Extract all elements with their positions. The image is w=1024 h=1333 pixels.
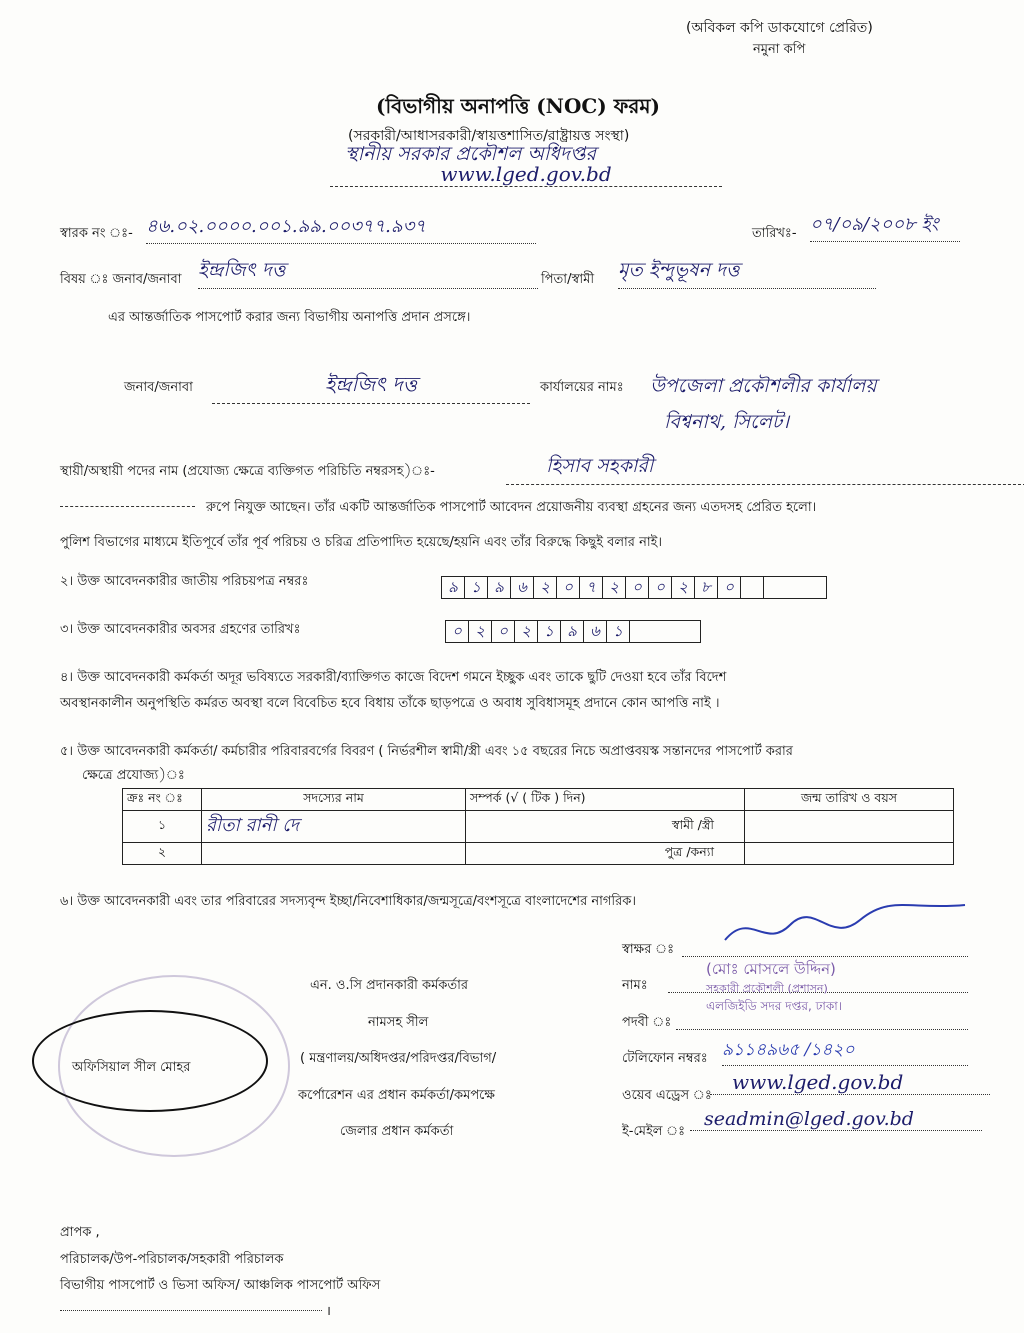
row-relation: পুত্র /কন্যা bbox=[466, 843, 745, 865]
nid-digit: ০ bbox=[557, 577, 580, 598]
post-value: হিসাব সহকারী bbox=[506, 452, 1024, 485]
nid-digit: ৬ bbox=[511, 577, 534, 598]
nid-digit: ৮ bbox=[695, 577, 718, 598]
nid-boxes bbox=[441, 576, 827, 599]
nid-digit: ০ bbox=[626, 577, 649, 598]
name-label: নামঃ bbox=[622, 978, 648, 993]
row-relation: স্বামী /স্ত্রী bbox=[466, 811, 745, 843]
seal-label: অফিসিয়াল সীল মোহর bbox=[72, 1060, 191, 1075]
form-title: (বিভাগীয় অনাপত্তি (NOC) ফরম) bbox=[376, 94, 660, 118]
designation-stamp-line1: সহকারী প্রকৌশলী (প্রশাসন) bbox=[706, 982, 828, 995]
row-sl: ১ bbox=[123, 811, 202, 843]
recipient-line3: বিভাগীয় পাসপোর্ট ও ভিসা অফিস/ আঞ্চলিক পাসপোর্ট অফিস bbox=[60, 1278, 381, 1293]
retirement-digit: ০ bbox=[492, 621, 515, 642]
email-value: seadmin@lged.gov.bd bbox=[690, 1108, 982, 1131]
father-label: পিতা/স্বামী bbox=[541, 272, 595, 287]
recipient-line2: পরিচালক/উপ-পরিচালক/সহকারী পরিচালক bbox=[60, 1252, 284, 1267]
nid-digit: ২ bbox=[534, 577, 557, 598]
subject-purpose: এর আন্তর্জাতিক পাসপোর্ট করার জন্য বিভাগীয় অনাপত্তি প্রদান প্রসঙ্গে। bbox=[108, 310, 471, 325]
phone-value: ৯১১৪৯৬৫ /১৪২০ bbox=[722, 1037, 968, 1066]
noc-officer-line2: নামসহ সীল bbox=[368, 1015, 429, 1030]
table-row bbox=[123, 843, 954, 865]
retirement-digit: ০ bbox=[446, 621, 469, 642]
family-table bbox=[122, 788, 954, 865]
org-name-handwritten: স্থানীয় সরকার প্রকৌশল অধিদপ্তর bbox=[345, 143, 596, 165]
nid-digit: ১ bbox=[465, 577, 488, 598]
header-dob: জন্ম তারিখ ও বয়স bbox=[745, 789, 954, 811]
subject-label: বিষয় ঃ জনাব/জনাবা bbox=[60, 272, 182, 287]
retirement-digit: ১ bbox=[538, 621, 561, 642]
sign-label: স্বাক্ষর ঃ bbox=[622, 942, 675, 957]
row-name: রীতা রানী দে bbox=[202, 811, 466, 843]
nid-digit: ০ bbox=[649, 577, 672, 598]
nid-digit: ০ bbox=[718, 577, 741, 598]
noc-officer-line5: জেলার প্রধান কর্মকর্তা bbox=[340, 1124, 454, 1139]
item4-line1: ৪। উক্ত আবেদনকারী কর্মকর্তা অদূর ভবিষ্যতে সরকারী/ব্যাক্তিগত কাজে বিদেশ গমনে ইচ্ছুক এবং তাকে ছুটি দেওয়া হবে তাঁর বিদেশ bbox=[60, 670, 727, 685]
office-line2: বিশ্বনাথ, সিলেট। bbox=[664, 411, 790, 433]
website-handwritten: www.lged.gov.bd bbox=[330, 162, 722, 187]
copy-note-line1: (অবিকল কপি ডাকযোগে প্রেরিত) bbox=[686, 20, 873, 36]
header-name: সদস্যের নাম bbox=[202, 789, 466, 811]
nid-digit: ৯ bbox=[488, 577, 511, 598]
post-label: স্থায়ী/অস্থায়ী পদের নাম (প্রযোজ্য ক্ষেত্রে ব্যক্তিগত পরিচিতি নম্বরসহ)ঃ- bbox=[60, 464, 435, 479]
recipient-line4: । bbox=[326, 1304, 331, 1319]
nid-digit bbox=[741, 577, 764, 598]
header-relation: সম্পর্ক (√ ( টিক ) দিন) bbox=[466, 789, 745, 811]
email-label: ই-মেইল ঃ bbox=[622, 1124, 686, 1139]
nid-label: ২। উক্ত আবেদনকারীর জাতীয় পরিচয়পত্র নম্বরঃ bbox=[60, 574, 309, 589]
retirement-digit: ২ bbox=[515, 621, 538, 642]
designation-label: পদবী ঃ bbox=[622, 1015, 672, 1030]
memo-number: ৪৬.০২.০০০০.০০১.৯৯.০০৩৭৭.৯৩৭ bbox=[146, 212, 536, 244]
nid-digit: ২ bbox=[603, 577, 626, 598]
nid-digit: ২ bbox=[672, 577, 695, 598]
table-header-row bbox=[123, 789, 954, 811]
retirement-digit: ১ bbox=[607, 621, 630, 642]
office-label: কার্যালয়ের নামঃ bbox=[540, 380, 624, 395]
item6: ৬। উক্ত আবেদনকারী এবং তার পরিবারের সদস্যবৃন্দ ইচ্ছা/নিবেশাধিকার/জন্মসূত্রে/বংশসূত্রে বাংলাদেশের নাগরিক। bbox=[60, 894, 637, 909]
retirement-digit-empty bbox=[630, 621, 700, 642]
nid-digit bbox=[764, 577, 826, 598]
recipient-line1: প্রাপক , bbox=[60, 1225, 100, 1240]
name-stamp: (মোঃ মোসলে উদ্দিন) bbox=[706, 960, 836, 978]
post-continuation-line bbox=[60, 498, 195, 507]
header-sl: ক্রঃ নং ঃ bbox=[123, 789, 202, 811]
retirement-label: ৩। উক্ত আবেদনকারীর অবসর গ্রহণের তারিখঃ bbox=[60, 622, 301, 637]
retirement-digit: ৯ bbox=[561, 621, 584, 642]
web-label: ওয়েব এড্রেস ঃ bbox=[622, 1088, 712, 1103]
nid-digit: ৭ bbox=[580, 577, 603, 598]
copy-note-line2: নমুনা কপি bbox=[753, 42, 806, 57]
item4-line2: অবস্থানকালীন অনুপস্থিতি কর্মরত অবস্থা বলে বিবেচিত হবে বিধায় তাঁকে ছাড়পত্রে ও অবাধ সুবিধাসমূহ প্রদানে কোন আপত্তি নাই । bbox=[60, 696, 720, 711]
item5-line2: ক্ষেত্রে প্রযোজ্য)ঃ bbox=[82, 768, 185, 783]
row-dob bbox=[745, 843, 954, 865]
row-name bbox=[202, 843, 466, 865]
office-line1: উপজেলা প্রকৌশলীর কার্যালয় bbox=[650, 375, 877, 397]
item5-line1: ৫। উক্ত আবেদনকারী কর্মকর্তা/ কর্মচারীর পরিবারবর্গের বিবরণ ( নির্ভরশীল স্বামী/স্ত্রী এবং ১৫ বছরের নিচে অপ্রাপ্তবয়স্ক সন্তানদের পাসপোর্ট করার bbox=[60, 744, 793, 759]
row-dob bbox=[745, 811, 954, 843]
signature-scribble bbox=[720, 900, 970, 960]
phone-label: টেলিফোন নম্বরঃ bbox=[622, 1051, 708, 1066]
noc-officer-line4: কর্পোরেশন এর প্রধান কর্মকর্তা/কমপক্ষে bbox=[298, 1088, 495, 1103]
retirement-digit: ৬ bbox=[584, 621, 607, 642]
form-subtitle: (সরকারী/আধাসরকারী/স্বায়ত্তশাসিত/রাষ্ট্রায়ত্ত সংস্থা) bbox=[348, 128, 630, 144]
noc-officer-line3: ( মন্ত্রণালয়/অধিদপ্তর/পরিদপ্তর/বিভাগ/ bbox=[300, 1051, 497, 1066]
designation-stamp-line2: এলজিইডি সদর দপ্তর, ঢাকা। bbox=[706, 999, 843, 1013]
date-label: তারিখঃ- bbox=[752, 226, 797, 241]
web-value: www.lged.gov.bd bbox=[710, 1070, 990, 1095]
nid-digit: ৯ bbox=[442, 577, 465, 598]
row-sl: ২ bbox=[123, 843, 202, 865]
date-value: ০৭/০৯/২০০৮ ইং bbox=[810, 210, 960, 242]
retirement-digit: ২ bbox=[469, 621, 492, 642]
subject-name: ইন্দ্রজিৎ দত্ত bbox=[198, 256, 538, 289]
table-row bbox=[123, 811, 954, 843]
para1: রুপে নিযুক্ত আছেন। তাঁর একটি আন্তর্জাতিক পাসপোর্ট আবেদন প্রয়োজনীয় ব্যবস্থা গ্রহনের জন্য এতদসহ প্রেরিত হলো। bbox=[206, 500, 817, 515]
mr-name: ইন্দ্রজিৎ দত্ত bbox=[212, 370, 530, 404]
father-name: মৃত ইন্দুভূষন দত্ত bbox=[618, 256, 876, 289]
retirement-boxes bbox=[445, 620, 701, 643]
mr-label: জনাব/জনাবা bbox=[124, 380, 193, 395]
para2: পুলিশ বিভাগের মাধ্যমে ইতিপূর্বে তাঁর পূর্ব পরিচয় ও চরিত্র প্রতিপাদিত হয়েছে/হয়নি এবং তাঁর বিরুদ্ধে কিছুই বলার নাই। bbox=[60, 535, 663, 550]
recipient-address-line bbox=[60, 1298, 322, 1311]
noc-officer-line1: এন. ও.সি প্রদানকারী কর্মকর্তার bbox=[310, 978, 469, 993]
memo-label: স্বারক নং ঃ- bbox=[60, 226, 133, 241]
